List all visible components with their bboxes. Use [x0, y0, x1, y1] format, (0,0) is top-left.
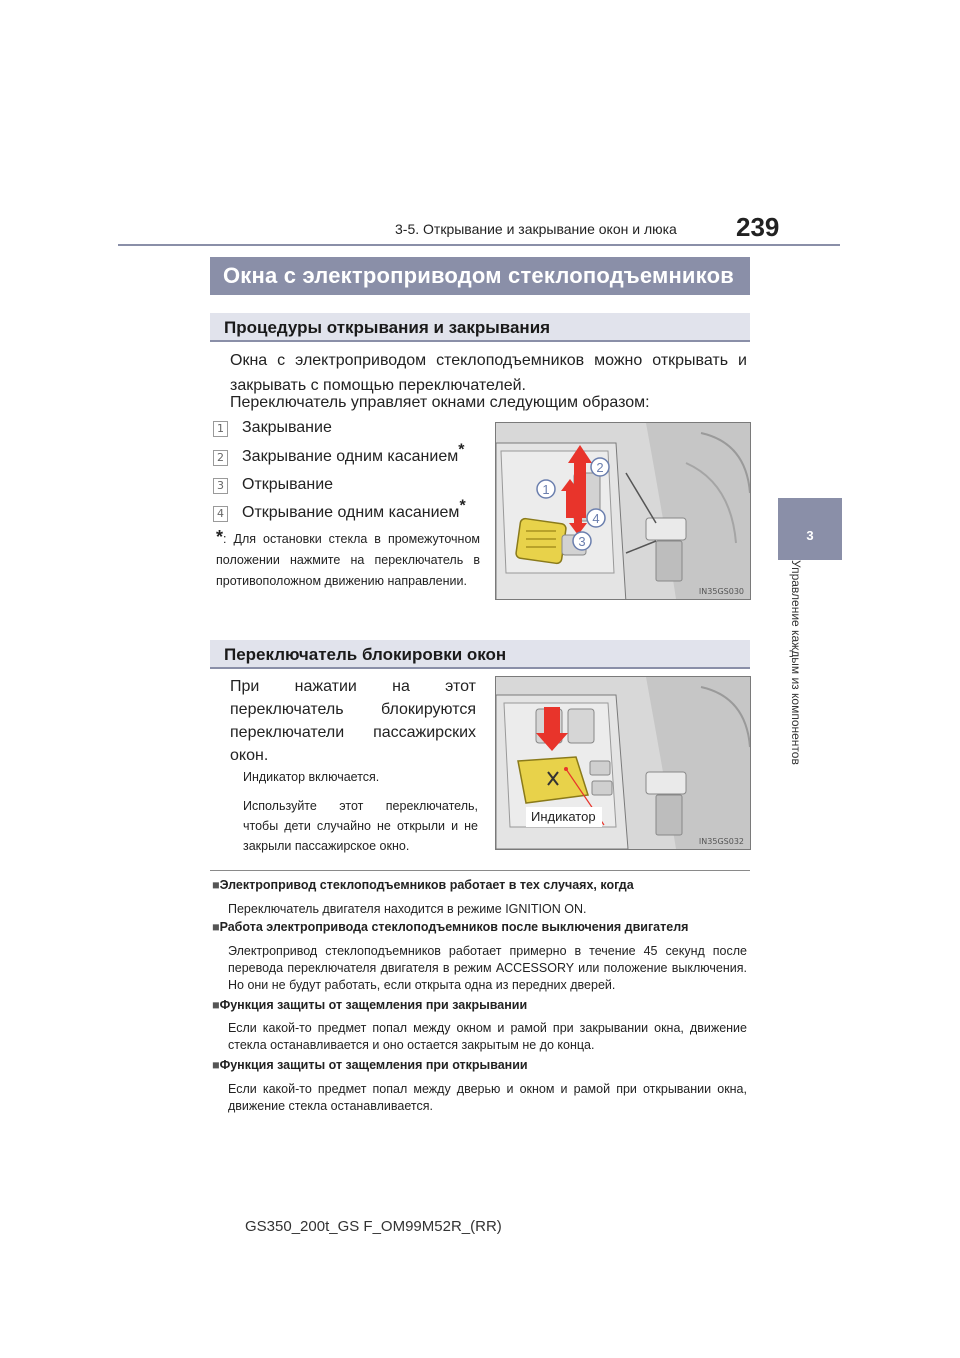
- intro-paragraph-2: Переключатель управляет окнами следующим образом:: [230, 394, 650, 411]
- footnote-star: *: [458, 441, 465, 459]
- figure-code: IN35GS030: [698, 587, 744, 596]
- window-switch-figure: [495, 422, 751, 600]
- square-bullet-icon: ■: [212, 920, 220, 934]
- figure-code: IN35GS032: [698, 837, 744, 846]
- section-header: 3-5. Открывание и закрывание окон и люка: [395, 221, 677, 237]
- usage-note: Используйте этот переключатель, чтобы дети случайно не открыли и не закрыли пассажирское окно.: [243, 799, 478, 853]
- intro-paragraph: Окна с электроприводом стеклоподъемников можно открывать и закрывать с помощью переключателей.: [230, 352, 747, 394]
- square-bullet-icon: ■: [212, 998, 220, 1012]
- item-number: 2: [213, 450, 228, 466]
- footnote-text: : Для остановки стекла в промежуточном положении нажмите на переключатель в противоположном движению направлении.: [216, 532, 480, 588]
- chapter-tab: 3: [778, 498, 842, 560]
- callout-4: 4: [592, 511, 600, 526]
- section-heading-procedures: Процедуры открывания и закрывания: [210, 313, 750, 342]
- indicator-label: Индикатор: [531, 809, 596, 824]
- note-body: Если какой-то предмет попал между дверью и окном и рамой при открывании окна, движение стекла останавливается.: [228, 1082, 747, 1113]
- item-number: 3: [213, 478, 228, 494]
- indicator-note: Индикатор включается.: [243, 770, 380, 784]
- page-title: Окна с электроприводом стеклоподъемников: [210, 257, 750, 295]
- note-title: ■Работа электропривода стеклоподъемников после выключения двигателя: [212, 920, 689, 934]
- item-label: Закрывание: [242, 419, 332, 436]
- footnote-mark: *: [216, 527, 224, 547]
- footer-code: GS350_200t_GS F_OM99M52R_(RR): [245, 1218, 502, 1235]
- footnote: [216, 527, 480, 592]
- callout-3: 3: [578, 534, 586, 549]
- page-number: 239: [736, 212, 780, 242]
- callout-1: 1: [542, 482, 550, 497]
- chapter-label: Управление каждым из компонентов: [789, 560, 803, 765]
- lock-switch-text: При нажатии на этот переключатель блокируются переключатели пассажирских окон.: [230, 678, 476, 764]
- note-title: ■Функция защиты от защемления при закрывании: [212, 998, 528, 1012]
- square-bullet-icon: ■: [212, 878, 220, 892]
- notes-divider: [210, 870, 750, 871]
- window-switch-illustration: [496, 423, 750, 599]
- item-label: Открывание одним касанием: [242, 504, 460, 521]
- note-body: Электропривод стеклоподъемников работает примерно в течение 45 секунд после перевода переключателя двигателя в режим ACCESSORY или положение выключения. Но они не будут работать, если открыта одна из передних дверей.: [228, 944, 747, 992]
- note-title: ■Электропривод стеклоподъемников работает в тех случаях, когда: [212, 878, 634, 892]
- item-number: 4: [213, 506, 228, 522]
- header-rule: [118, 244, 840, 246]
- square-bullet-icon: ■: [212, 1058, 220, 1072]
- item-label: Закрывание одним касанием: [242, 448, 459, 465]
- footnote-star: *: [459, 497, 466, 515]
- item-number: 1: [213, 421, 228, 437]
- lock-switch-figure: [495, 676, 751, 850]
- note-body: Если какой-то предмет попал между окном и рамой при закрывании окна, движение стекла останавливается и оно остается закрытым не до конца.: [228, 1021, 747, 1052]
- section-heading-lock-switch: Переключатель блокировки окон: [210, 640, 750, 669]
- callout-2: 2: [596, 460, 604, 475]
- note-body: Переключатель двигателя находится в режиме IGNITION ON.: [228, 902, 587, 916]
- item-label: Открывание: [242, 476, 334, 493]
- note-title: ■Функция защиты от защемления при открывании: [212, 1058, 528, 1072]
